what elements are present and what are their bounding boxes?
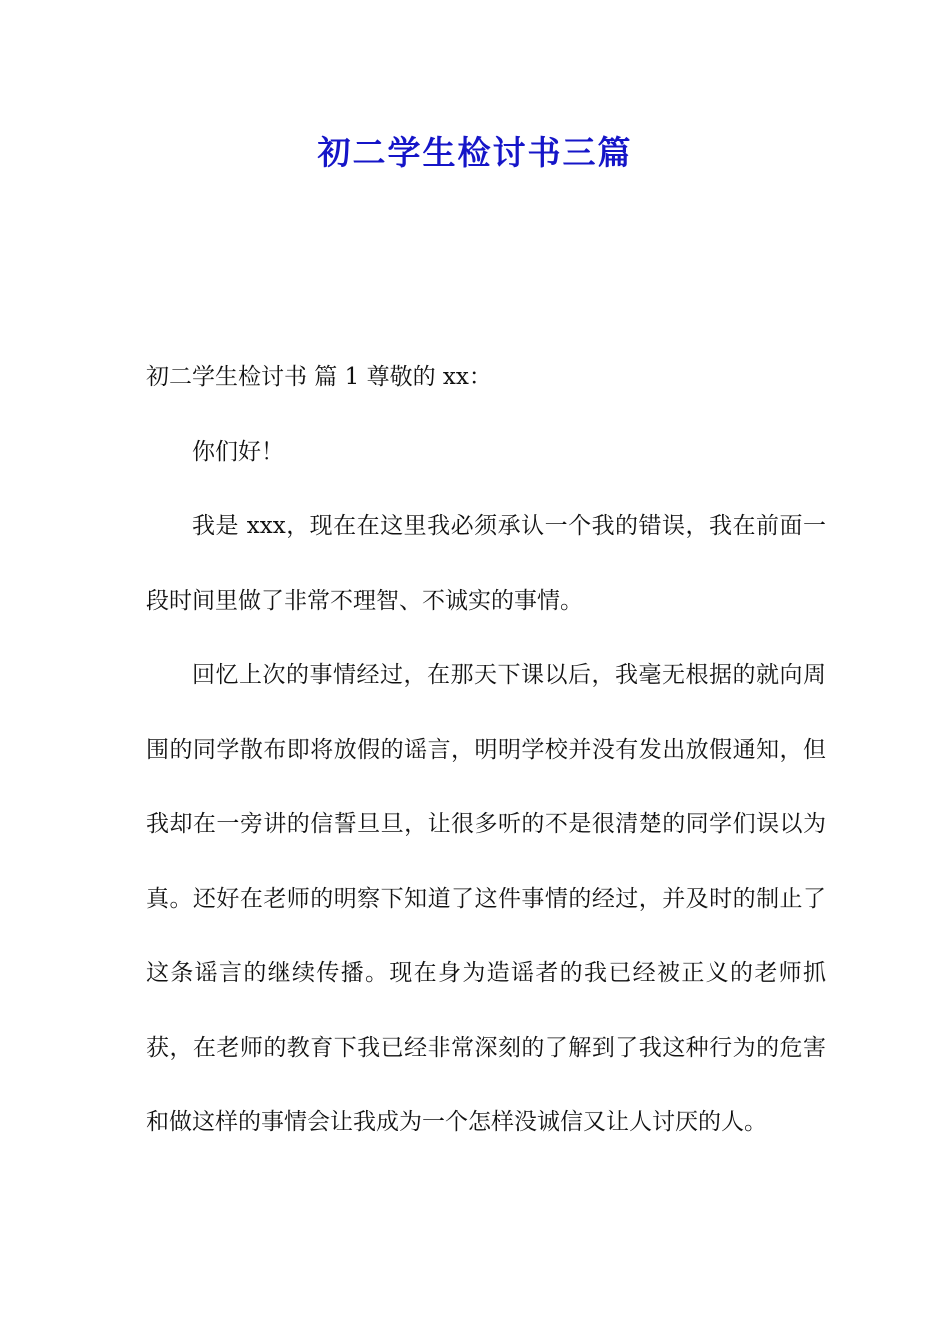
heading-line: 初二学生检讨书 篇 1 尊敬的 xx：	[146, 364, 492, 390]
paragraph-recollection: 回忆上次的事情经过，在那天下课以后，我毫无根据的就向周围的同学散布即将放假的谣言，明明学校并没有发出放假通知，但我却在一旁讲的信誓旦旦，让很多听的不是很清楚的同学们误以为真。还好在老师的明察下知道了这件事情的经过，并及时的制止了这条谣言的继续传播。现在身为造谣者的我已经被正义的老师抓获，在老师的教育下我已经非常深刻的了解到了我这种行为的危害和做这样的事情会让我成为一个怎样没诚信又让人讨厌的人。	[146, 662, 826, 1135]
document-body	[146, 340, 826, 1160]
paragraph-greeting: 你们好！	[192, 438, 284, 465]
paragraph-confession: 我是 xxx，现在在这里我必须承认一个我的错误，我在前面一段时间里做了非常不理智、不诚实的事情。	[146, 513, 826, 614]
document-title: 初二学生检讨书三篇	[317, 133, 633, 172]
